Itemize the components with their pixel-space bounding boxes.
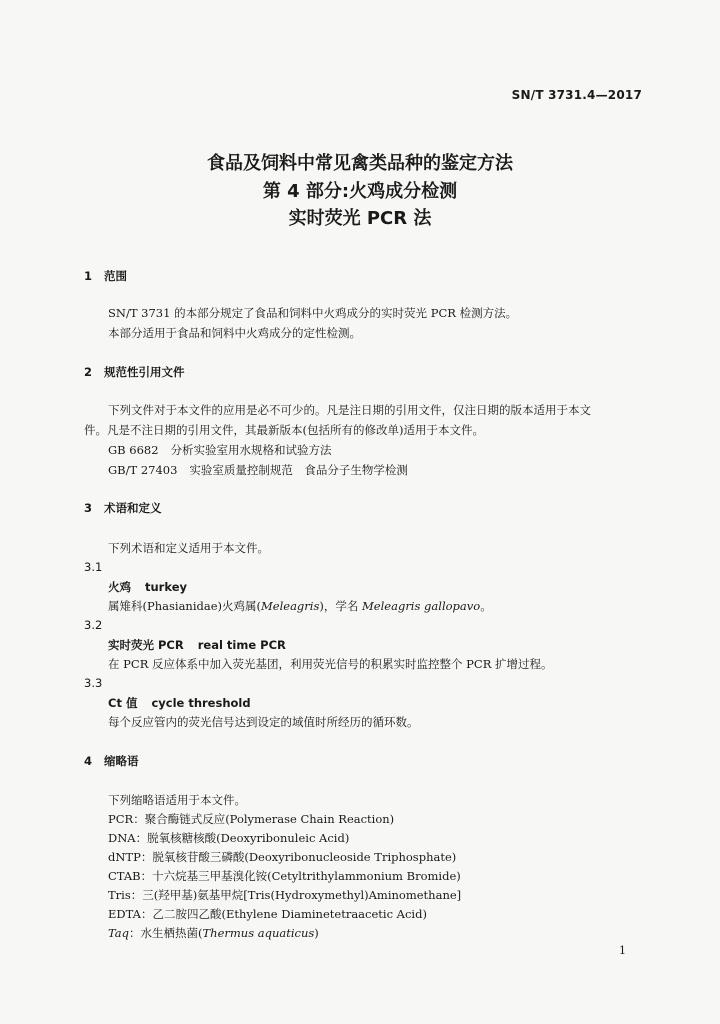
page-number: 1 bbox=[619, 944, 626, 957]
paragraph: 件。凡是不注日期的引用文件，其最新版本(包括所有的修改单)适用于本文件。 bbox=[84, 423, 484, 437]
abbreviation-item: Tris：三(羟甲基)氨基甲烷[Tris(Hydroxymethyl)Aminomethane] bbox=[108, 888, 462, 902]
document-subtitle-part: 第 4 部分:火鸡成分检测 bbox=[262, 181, 458, 202]
paragraph: 本部分适用于食品和饲料中火鸡成分的定性检测。 bbox=[108, 326, 361, 340]
term-heading: Ct 值 cycle threshold bbox=[108, 696, 251, 710]
section-heading-terms: 3 术语和定义 bbox=[84, 501, 162, 515]
reference-item: GB/T 27403 实验室质量控制规范 食品分子生物学检测 bbox=[108, 463, 408, 477]
section-heading-scope: 1 范围 bbox=[84, 269, 127, 283]
term-number: 3.1 bbox=[84, 560, 103, 574]
term-heading: 实时荧光 PCR real time PCR bbox=[108, 638, 286, 652]
abbreviation-item: EDTA：乙二胺四乙酸(Ethylene Diaminetetraacetic Acid) bbox=[108, 907, 427, 921]
term-definition: 属雉科(Phasianidae)火鸡属(Meleagris)，学名 Meleagris gallopavo。 bbox=[108, 599, 492, 613]
paragraph: 下列缩略语适用于本文件。 bbox=[108, 793, 246, 807]
abbreviation-item: PCR：聚合酶链式反应(Polymerase Chain Reaction) bbox=[108, 812, 395, 826]
reference-item: GB 6682 分析实验室用水规格和试验方法 bbox=[108, 443, 332, 457]
abbreviation-item: dNTP：脱氧核苷酸三磷酸(Deoxyribonucleoside Triphosphate) bbox=[108, 850, 457, 864]
standard-code: SN/T 3731.4—2017 bbox=[511, 88, 642, 102]
abbreviation-item: CTAB：十六烷基三甲基溴化铵(Cetyltrithylammonium Bromide) bbox=[108, 869, 461, 883]
document-title: 食品及饲料中常见禽类品种的鉴定方法 bbox=[207, 153, 513, 174]
paragraph: 下列文件对于本文件的应用是必不可少的。凡是注日期的引用文件，仅注日期的版本适用于本文 bbox=[108, 403, 591, 417]
abbreviation-item: DNA：脱氧核糖核酸(Deoxyribonuleic Acid) bbox=[108, 831, 350, 845]
term-number: 3.2 bbox=[84, 618, 103, 632]
term-definition: 在 PCR 反应体系中加入荧光基团，利用荧光信号的积累实时监控整个 PCR 扩增过程。 bbox=[108, 657, 553, 671]
term-number: 3.3 bbox=[84, 676, 103, 690]
abbreviation-item: Taq：水生栖热菌(Thermus aquaticus) bbox=[108, 926, 319, 940]
term-definition: 每个反应管内的荧光信号达到设定的域值时所经历的循环数。 bbox=[108, 715, 419, 729]
section-heading-normative-references: 2 规范性引用文件 bbox=[84, 365, 185, 379]
paragraph: 下列术语和定义适用于本文件。 bbox=[108, 541, 269, 555]
document-subtitle-method: 实时荧光 PCR 法 bbox=[288, 208, 432, 229]
paragraph: SN/T 3731 的本部分规定了食品和饲料中火鸡成分的实时荧光 PCR 检测方法。 bbox=[108, 306, 518, 320]
term-heading: 火鸡 turkey bbox=[108, 580, 187, 594]
section-heading-abbreviations: 4 缩略语 bbox=[84, 754, 139, 768]
